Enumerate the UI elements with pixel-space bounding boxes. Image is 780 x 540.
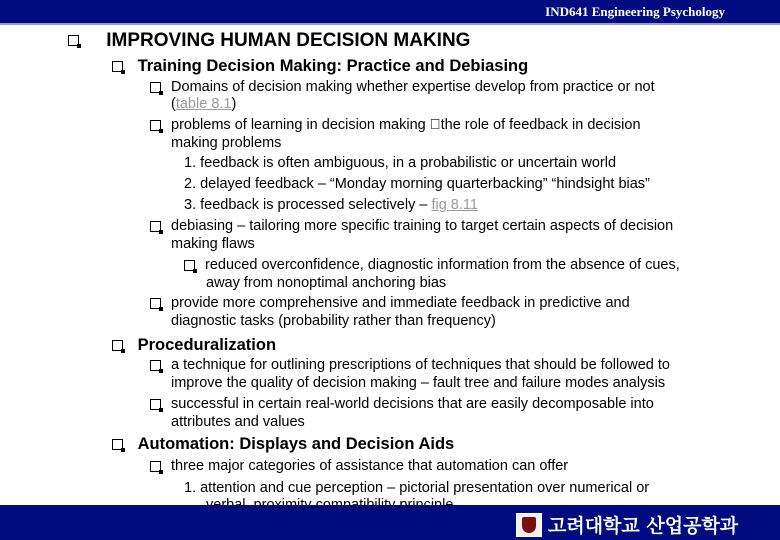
list-item: problems of learning in decision making  the role of feedback in decision <box>150 117 641 133</box>
list-item-continuation: making problems <box>171 135 282 151</box>
numbered-item: 2. delayed feedback – “Monday morning quarterbacking” “hindsight bias” <box>184 176 650 192</box>
department-name: 고려대학교 산업공학과 <box>548 515 739 537</box>
checkbox-bullet-icon <box>68 35 79 46</box>
page-title: IMPROVING HUMAN DECISION MAKING <box>106 30 471 51</box>
checkbox-bullet-icon <box>150 399 161 410</box>
list-item-continuation: (table 8.1) <box>171 96 237 112</box>
list-item-continuation: away from nonoptimal anchoring bias <box>206 275 447 291</box>
section-automation <box>112 435 454 454</box>
numbered-item: 3. feedback is processed selectively – fig 8.11 <box>184 197 478 213</box>
section-proceduralization <box>112 336 276 355</box>
checkbox-bullet-icon <box>150 221 161 232</box>
sub-list-item: reduced overconfidence, diagnostic information from the absence of cues, <box>184 257 680 273</box>
checkbox-bullet-icon <box>150 360 161 371</box>
university-logo <box>516 513 542 537</box>
checkbox-bullet-icon <box>150 82 161 93</box>
list-item: successful in certain real-world decisions that are easily decomposable into <box>150 396 654 412</box>
checkbox-bullet-icon <box>112 61 123 72</box>
list-item-continuation: diagnostic tasks (probability rather than frequency) <box>171 313 496 329</box>
course-title: IND641 Engineering Psychology <box>545 4 725 19</box>
table-link[interactable]: table 8.1 <box>175 96 232 112</box>
numbered-item: 1. attention and cue perception – pictorial presentation over numerical or <box>184 480 650 496</box>
section-title: Automation: Displays and Decision Aids <box>137 435 455 453</box>
checkbox-bullet-icon <box>150 120 161 131</box>
section-training <box>112 57 528 76</box>
checkbox-bullet-icon <box>112 340 123 351</box>
list-item: debiasing – tailoring more specific training to target certain aspects of decision <box>150 218 673 234</box>
list-item-continuation: making flaws <box>171 236 255 252</box>
numbered-item: 1. feedback is often ambiguous, in a probabilistic or uncertain world <box>184 155 617 171</box>
list-item: three major categories of assistance that automation can offer <box>150 458 568 474</box>
figure-link[interactable]: fig 8.11 <box>431 197 478 213</box>
list-item-continuation: attributes and values <box>171 414 305 430</box>
checkbox-bullet-icon <box>150 461 161 472</box>
heading-row <box>68 30 470 52</box>
section-title: Proceduralization <box>137 336 277 354</box>
checkbox-bullet-icon <box>112 439 123 450</box>
checkbox-bullet-icon <box>184 260 195 271</box>
section-title: Training Decision Making: Practice and Debiasing <box>137 57 529 75</box>
checkbox-bullet-icon <box>150 298 161 309</box>
list-item-continuation: improve the quality of decision making – fault tree and failure modes analysis <box>171 375 666 391</box>
list-item: Domains of decision making whether expertise develop from practice or not <box>150 79 655 95</box>
list-item: provide more comprehensive and immediate feedback in predictive and <box>150 295 630 311</box>
list-item: a technique for outlining prescriptions of techniques that should be followed to <box>150 357 670 373</box>
